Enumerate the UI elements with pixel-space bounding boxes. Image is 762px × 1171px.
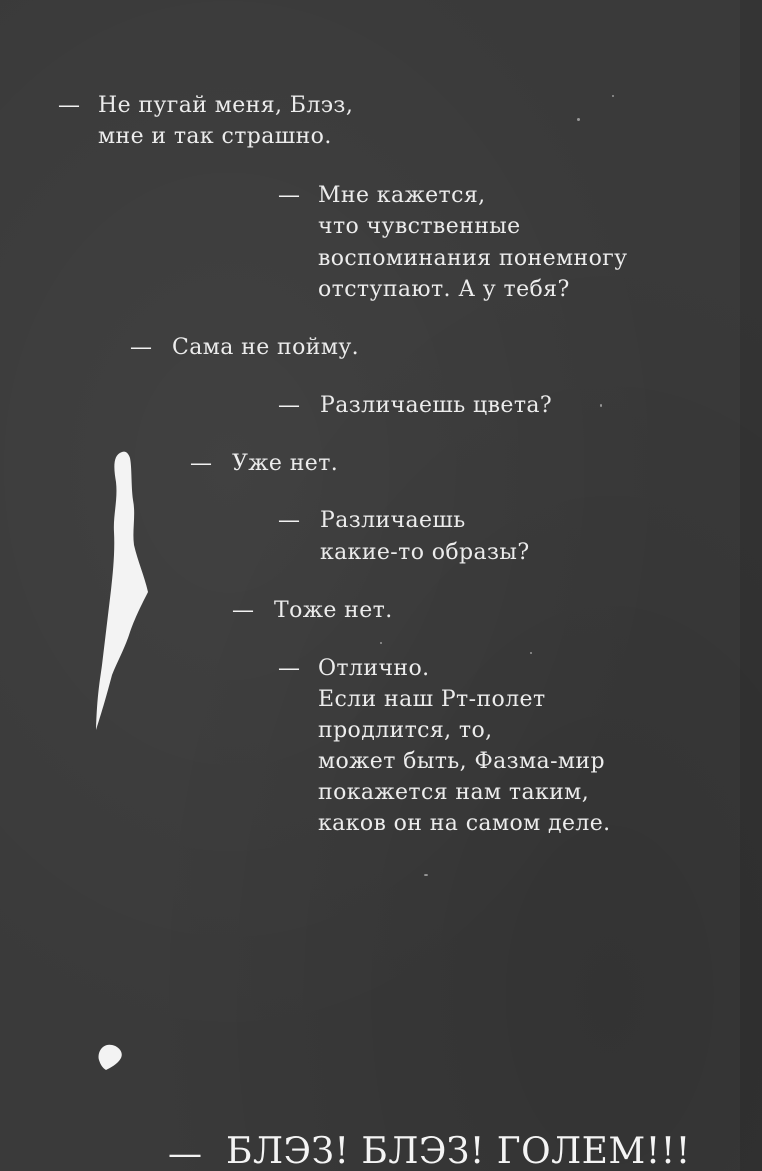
- dialogue-dash: —: [58, 93, 80, 118]
- dialogue-line: Если наш Рт-полет: [318, 687, 546, 712]
- closing-shout: БЛЭЗ! БЛЭЗ! ГОЛЕМ!!!: [226, 1131, 691, 1171]
- dialogue-line: покажется нам таким,: [318, 780, 590, 805]
- speck: [612, 95, 614, 97]
- dialogue-line: что чувственные: [318, 214, 521, 239]
- dialogue-line: Отлично.: [318, 656, 430, 681]
- grain: [740, 0, 762, 1171]
- dialogue-dash: —: [278, 393, 300, 418]
- speck: [380, 642, 382, 644]
- dialogue-dash: —: [278, 656, 300, 681]
- dialogue-dash: —: [278, 183, 300, 208]
- dialogue-dash: —: [190, 451, 212, 476]
- dialogue-line: воспоминания понемногу: [318, 246, 628, 271]
- dialogue-line: какие-то образы?: [320, 540, 530, 565]
- dialogue-line: мне и так страшно.: [98, 124, 332, 149]
- dialogue-dash: —: [278, 508, 300, 533]
- dialogue-line: каков он на самом деле.: [318, 811, 611, 836]
- dialogue-line: Различаешь: [320, 508, 466, 533]
- dialogue-dash: —: [130, 335, 152, 360]
- dialogue-line: продлится, то,: [318, 718, 493, 743]
- dialogue-line: Сама не пойму.: [172, 335, 360, 360]
- dialogue-line: Различаешь цвета?: [320, 393, 553, 418]
- speck: [600, 404, 602, 407]
- dialogue-line: Не пугай меня, Блэз,: [98, 93, 354, 118]
- speck: [424, 874, 428, 876]
- dialogue-line: отступают. А у тебя?: [318, 277, 570, 302]
- speck: [530, 652, 532, 654]
- dialogue-line: Тоже нет.: [274, 598, 393, 623]
- dialogue-line: может быть, Фазма-мир: [318, 749, 605, 774]
- closing-dash: —: [168, 1134, 202, 1171]
- speck: [577, 118, 580, 121]
- dialogue-line: Уже нет.: [232, 451, 339, 476]
- dialogue-dash: —: [232, 598, 254, 623]
- dialogue-line: Мне кажется,: [318, 183, 486, 208]
